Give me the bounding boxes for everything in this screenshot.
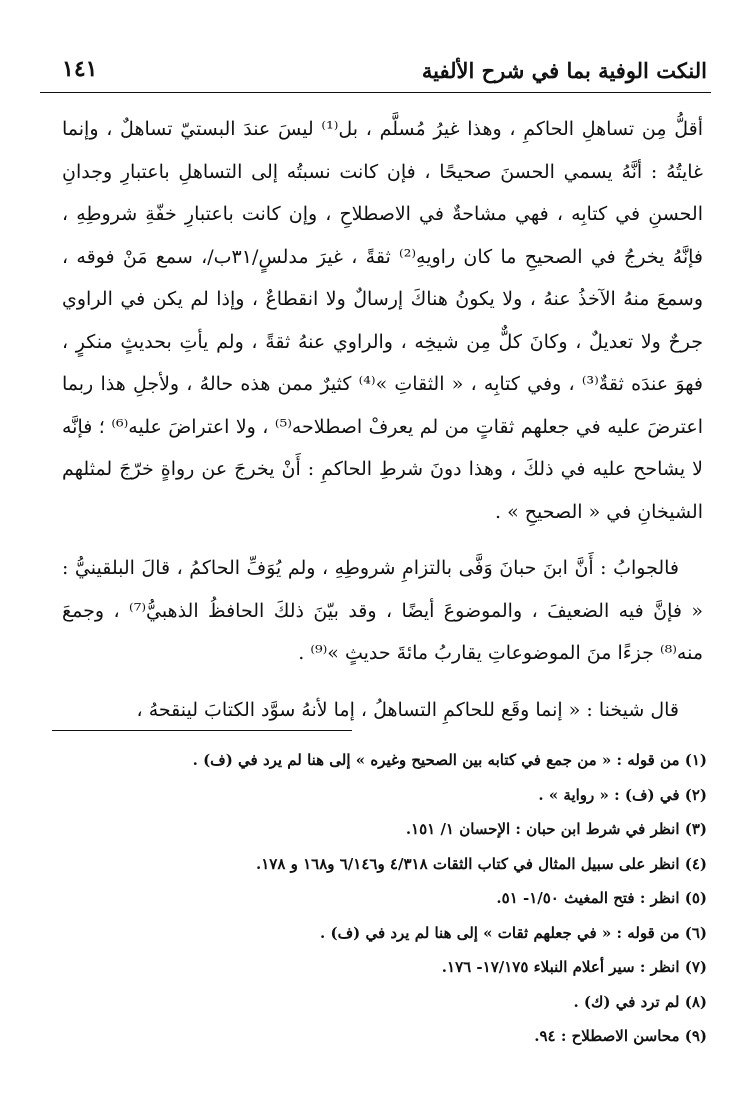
footnote-6: (٦) من قوله : « في جعلهم ثقات » إلى هنا لم يرد في (ف) . bbox=[320, 923, 707, 942]
page-header bbox=[40, 52, 711, 93]
footnote-7: (٧) انظر : سير أعلام النبلاء ١٧/١٧٥- ١٧٦. bbox=[441, 958, 707, 976]
footnote-1: (١) من قوله : « من جمع في كتابه بين الصحيح وغيره » إلى هنا لم يرد في (ف) . bbox=[192, 751, 707, 769]
running-title: النكت الوفية بما في شرح الألفية bbox=[421, 58, 707, 83]
footnote-5: (٥) انظر : فتح المغيث ١/٥٠- ٥١. bbox=[496, 889, 707, 907]
footnote-3: (٣) انظر في شرط ابن حبان : الإحسان ١/ ١٥١. bbox=[405, 820, 707, 838]
main-text bbox=[62, 108, 703, 731]
paragraph-3: قال شيخنا : « إنما وقَع للحاكمِ التساهلُ ، إما لأنهُ سوَّد الكتابَ لينقحهُ ، bbox=[136, 698, 679, 721]
footnote-2: (٢) في (ف) : « رواية » . bbox=[538, 785, 707, 804]
footnote-separator bbox=[52, 730, 352, 731]
footnotes bbox=[40, 749, 707, 1060]
page-number: ١٤١ bbox=[62, 56, 98, 82]
footnote-9: (٩) محاسن الاصطلاح : ٩٤. bbox=[534, 1027, 707, 1045]
paragraph-1: أقلُّ مِن تساهلِ الحاكمِ ، وهذا غيرُ مُسلَّم ، بل⁽¹⁾ ليسَ عندَ البستيّ تساهلٌ ، وإنما غايتُهُ : أنَّهُ يسمي الحسنَ صحيحًا ، فإن كانت نسبتُه إلى التساهلِ باعتبارِ وجدانِ الحسنِ في كتابِه ، فهي مشاحةٌ في الاصطلاحِ ، وإن كانت باعتبارِ خفّةِ شروطِهِ ، فإنَّهُ يخرجُ في الصحيحِ ما كان راويهِ⁽²⁾ ثقةً ، غيرَ مدلسٍ/٣١ب/، سمع مَنْ فوقه ، وسمعَ منهُ الآخذُ عنهُ ، ولا يكونُ هناكَ إرسالٌ ولا انقطاعٌ ، وإذا لم يكن في الراوي جرحٌ ولا تعديلٌ ، وكانَ كلٌّ مِن شيخِه ، والراوي عنهُ ثقةً ، ولم يأتِ بحديثٍ منكرٍ ، فهوَ عندَه ثقةٌ⁽³⁾ ، وفي كتابِه ، « الثقاتِ »⁽⁴⁾ كثيرٌ ممن هذه حالهُ ، ولأجلِ هذا ربما اعترضَ عليه في جعلهم ثقاتٍ من لم يعرفْ اصطلاحه⁽⁵⁾ ، ولا اعتراضَ عليه⁽⁶⁾ ؛ فإنَّه لا يشاحح عليه في ذلكَ ، وهذا دونَ شرطِ الحاكمِ : أَنْ يخرجَ عن رواةٍ خرّجَ لمثلهم الشيخانِ في « الصحيحِ » . bbox=[62, 118, 704, 523]
paragraph-2: فالجوابُ : أَنَّ ابنَ حبانَ وَفَّى بالتزامِ شروطِهِ ، ولم يُوَفِّ الحاكمُ ، قالَ البلقينيُّ : « فإنَّ فيه الضعيفَ ، والموضوعَ أيضًا ، وقد بيّنَ ذلكَ الحافظُ الذهبيُّ⁽⁷⁾ ، وجمعَ منه⁽⁸⁾ جزءًا منَ الموضوعاتِ يقاربُ مائةَ حديثٍ »⁽⁹⁾ . bbox=[62, 557, 703, 664]
footnote-8: (٨) لم ترد في (ك) . bbox=[573, 992, 707, 1011]
footnote-4: (٤) انظر على سبيل المثال في كتاب الثقات ٤/٣١٨ و٦/١٤٦ و١٦٨ و ١٧٨. bbox=[255, 854, 707, 873]
